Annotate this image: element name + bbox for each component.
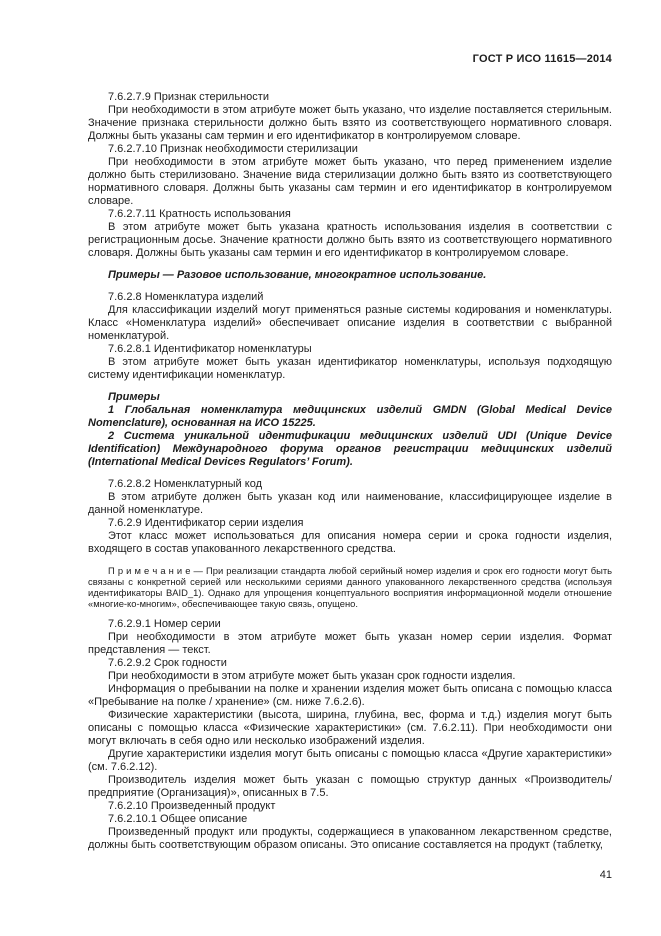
body-paragraph: Для классификации изделий могут применяться разные системы кодирования и номенклатуры. Класс «Номенклатура изделий» обеспечивает описание изделия в соответствии с выбранной номенклатурой. (88, 304, 612, 342)
body-paragraph: Другие характеристики изделия могут быть описаны с помощью класса «Другие характеристики» (см. 7.6.2.12). (88, 748, 612, 773)
document-title: ГОСТ Р ИСО 11615—2014 (472, 53, 612, 65)
clause-heading: 7.6.2.9.1 Номер серии (108, 618, 221, 630)
body-paragraph: В этом атрибуте может быть указан идентификатор номенклатуры, используя подходящую систему идентификации номенклатур. (88, 356, 612, 381)
body-paragraph: В этом атрибуте должен быть указан код или наименование, классифицирующее изделие в данной номенклатуре. (88, 491, 612, 516)
example-paragraph: 2 Система уникальной идентификации медицинских изделий UDI (Unique Device Identification) Международного форума органов регистрации медицинских изделий (International Medical Devices Regulators’ Forum). (88, 430, 612, 468)
example-paragraph: 1 Глобальная номенклатура медицинских изделий GMDN (Global Medical Device Nomenclature), основанная на ИСО 15225. (88, 404, 612, 429)
clause-heading: 7.6.2.7.10 Признак необходимости стерилизации (108, 143, 358, 155)
example-paragraph: Примеры (108, 391, 160, 403)
clause-heading: 7.6.2.10 Произведенный продукт (108, 800, 276, 812)
clause-heading: 7.6.2.8 Номенклатура изделий (108, 291, 264, 303)
body-paragraph: При необходимости в этом атрибуте может быть указано, что изделие поставляется стерильным. Значение признака стерильности должно быть взято из соответствующего нормативного словаря. Должны быть указаны сам термин и его идентификатор в контролируемом словаре. (88, 104, 612, 142)
example-paragraph: Примеры — Разовое использование, многократное использование. (108, 269, 487, 281)
clause-heading: 7.6.2.8.2 Номенклатурный код (108, 478, 262, 490)
body-paragraph: Производитель изделия может быть указан с помощью структур данных «Производитель/предприятие (Организация)», описанных в 7.5. (88, 774, 612, 799)
body-paragraph: Информация о пребывании на полке и хранении изделия может быть описана с помощью класса «Пребывание на полке / хранение» (см. ниже 7.6.2.6). (88, 683, 612, 708)
clause-heading: 7.6.2.10.1 Общее описание (108, 813, 248, 825)
body-paragraph: Этот класс может использоваться для описания номера серии и срока годности изделия, входящего в состав упакованного лекарственного средства. (88, 530, 612, 555)
body-paragraph: Физические характеристики (высота, ширина, глубина, вес, форма и т.д.) изделия могут быть описаны с помощью класса «Физические характеристики» (см. 7.6.2.11). При необходимости они могут включать в себя одно или несколько изображений изделия. (88, 709, 612, 747)
clause-heading: 7.6.2.7.9 Признак стерильности (108, 91, 269, 103)
body-paragraph: В этом атрибуте может быть указана кратность использования изделия в соответствии с регистрационным досье. Значение кратности должно быть взято из соответствующего нормативного словаря. Должны быть указаны сам термин и его идентификатор в контролируемом словаре. (88, 221, 612, 259)
clause-heading: 7.6.2.8.1 Идентификатор номенклатуры (108, 343, 312, 355)
body-paragraph: Произведенный продукт или продукты, содержащиеся в упакованном лекарственном средстве, должны быть соответствующим образом описаны. Это описание составляется на продукт (таблетку, (88, 826, 612, 851)
body-paragraph: При необходимости в этом атрибуте может быть указано, что перед применением изделие должно быть стерилизовано. Значение вида стерилизации должно быть взято из соответствующего нормативного словаря. Должны быть указаны сам термин и его идентификатор в контролируемом словаре. (88, 156, 612, 207)
clause-heading: 7.6.2.9.2 Срок годности (108, 657, 227, 669)
clause-heading: 7.6.2.7.11 Кратность использования (108, 208, 291, 220)
document-body (88, 91, 612, 852)
page-number: 41 (599, 869, 612, 881)
note-paragraph: П р и м е ч а н и е — При реализации стандарта любой серийный номер изделия и срок его годности могут быть связаны с конкретной серией или несколькими сериями данного упакованного лекарственного средства (используя идентификаторы BAID_1). Однако для упрощения концептуального восприятия информационной модели отношение «многие-ко-многим», обеспечивающее такую связь, опущено. (88, 565, 612, 609)
body-paragraph: При необходимости в этом атрибуте может быть указан срок годности изделия. (108, 670, 516, 682)
clause-heading: 7.6.2.9 Идентификатор серии изделия (108, 517, 304, 529)
document-footer (600, 869, 612, 881)
body-paragraph: При необходимости в этом атрибуте может быть указан номер серии изделия. Формат представления — текст. (88, 631, 612, 656)
document-header (88, 53, 612, 65)
